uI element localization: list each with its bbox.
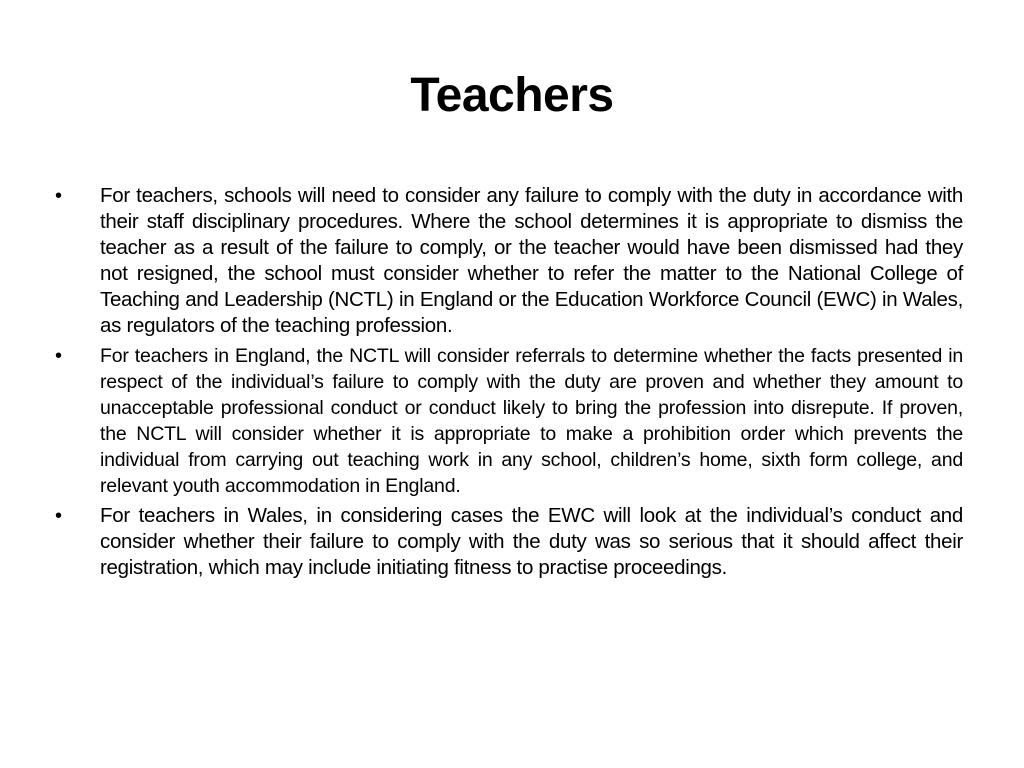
bullet-text-3: For teachers in Wales, in considering cases the EWC will look at the individual’s conduct and consider whether their failure to comply with the duty was so serious that it should affect their registration, which may include initiating fitness to practise proceedings. [100, 504, 963, 579]
bullet-text-1: For teachers, schools will need to consider any failure to comply with the duty in accordance with their staff disciplinary procedures. Where the school determines it is appropriate to dismiss the teacher as a result of the failure to comply, or the teacher would have been dismissed had they not resigned, the school must consider whether to refer the matter to the National College of Teaching and Leadership (NCTL) in England or the Education Workforce Council (EWC) in Wales, as regulators of the teaching profession. [100, 184, 963, 337]
bullet-item-2 [55, 343, 963, 499]
bullet-item-3 [55, 503, 963, 581]
bullet-text-2: For teachers in England, the NCTL will consider referrals to determine whether the facts presented in respect of the individual’s failure to comply with the duty are proven and whether they amount to unacceptable professional conduct or conduct likely to bring the profession into disrepute. If proven, the NCTL will consider whether it is appropriate to make a prohibition order which prevents the individual from carrying out teaching work in any school, children’s home, sixth form college, and relevant youth accommodation in England. [100, 345, 963, 497]
bullet-list [55, 183, 963, 585]
slide-title: Teachers [410, 69, 614, 122]
bullet-item-1 [55, 183, 963, 339]
bullet-dot-icon: • [55, 185, 62, 207]
bullet-dot-icon: • [55, 345, 62, 367]
bullet-dot-icon: • [55, 505, 62, 527]
